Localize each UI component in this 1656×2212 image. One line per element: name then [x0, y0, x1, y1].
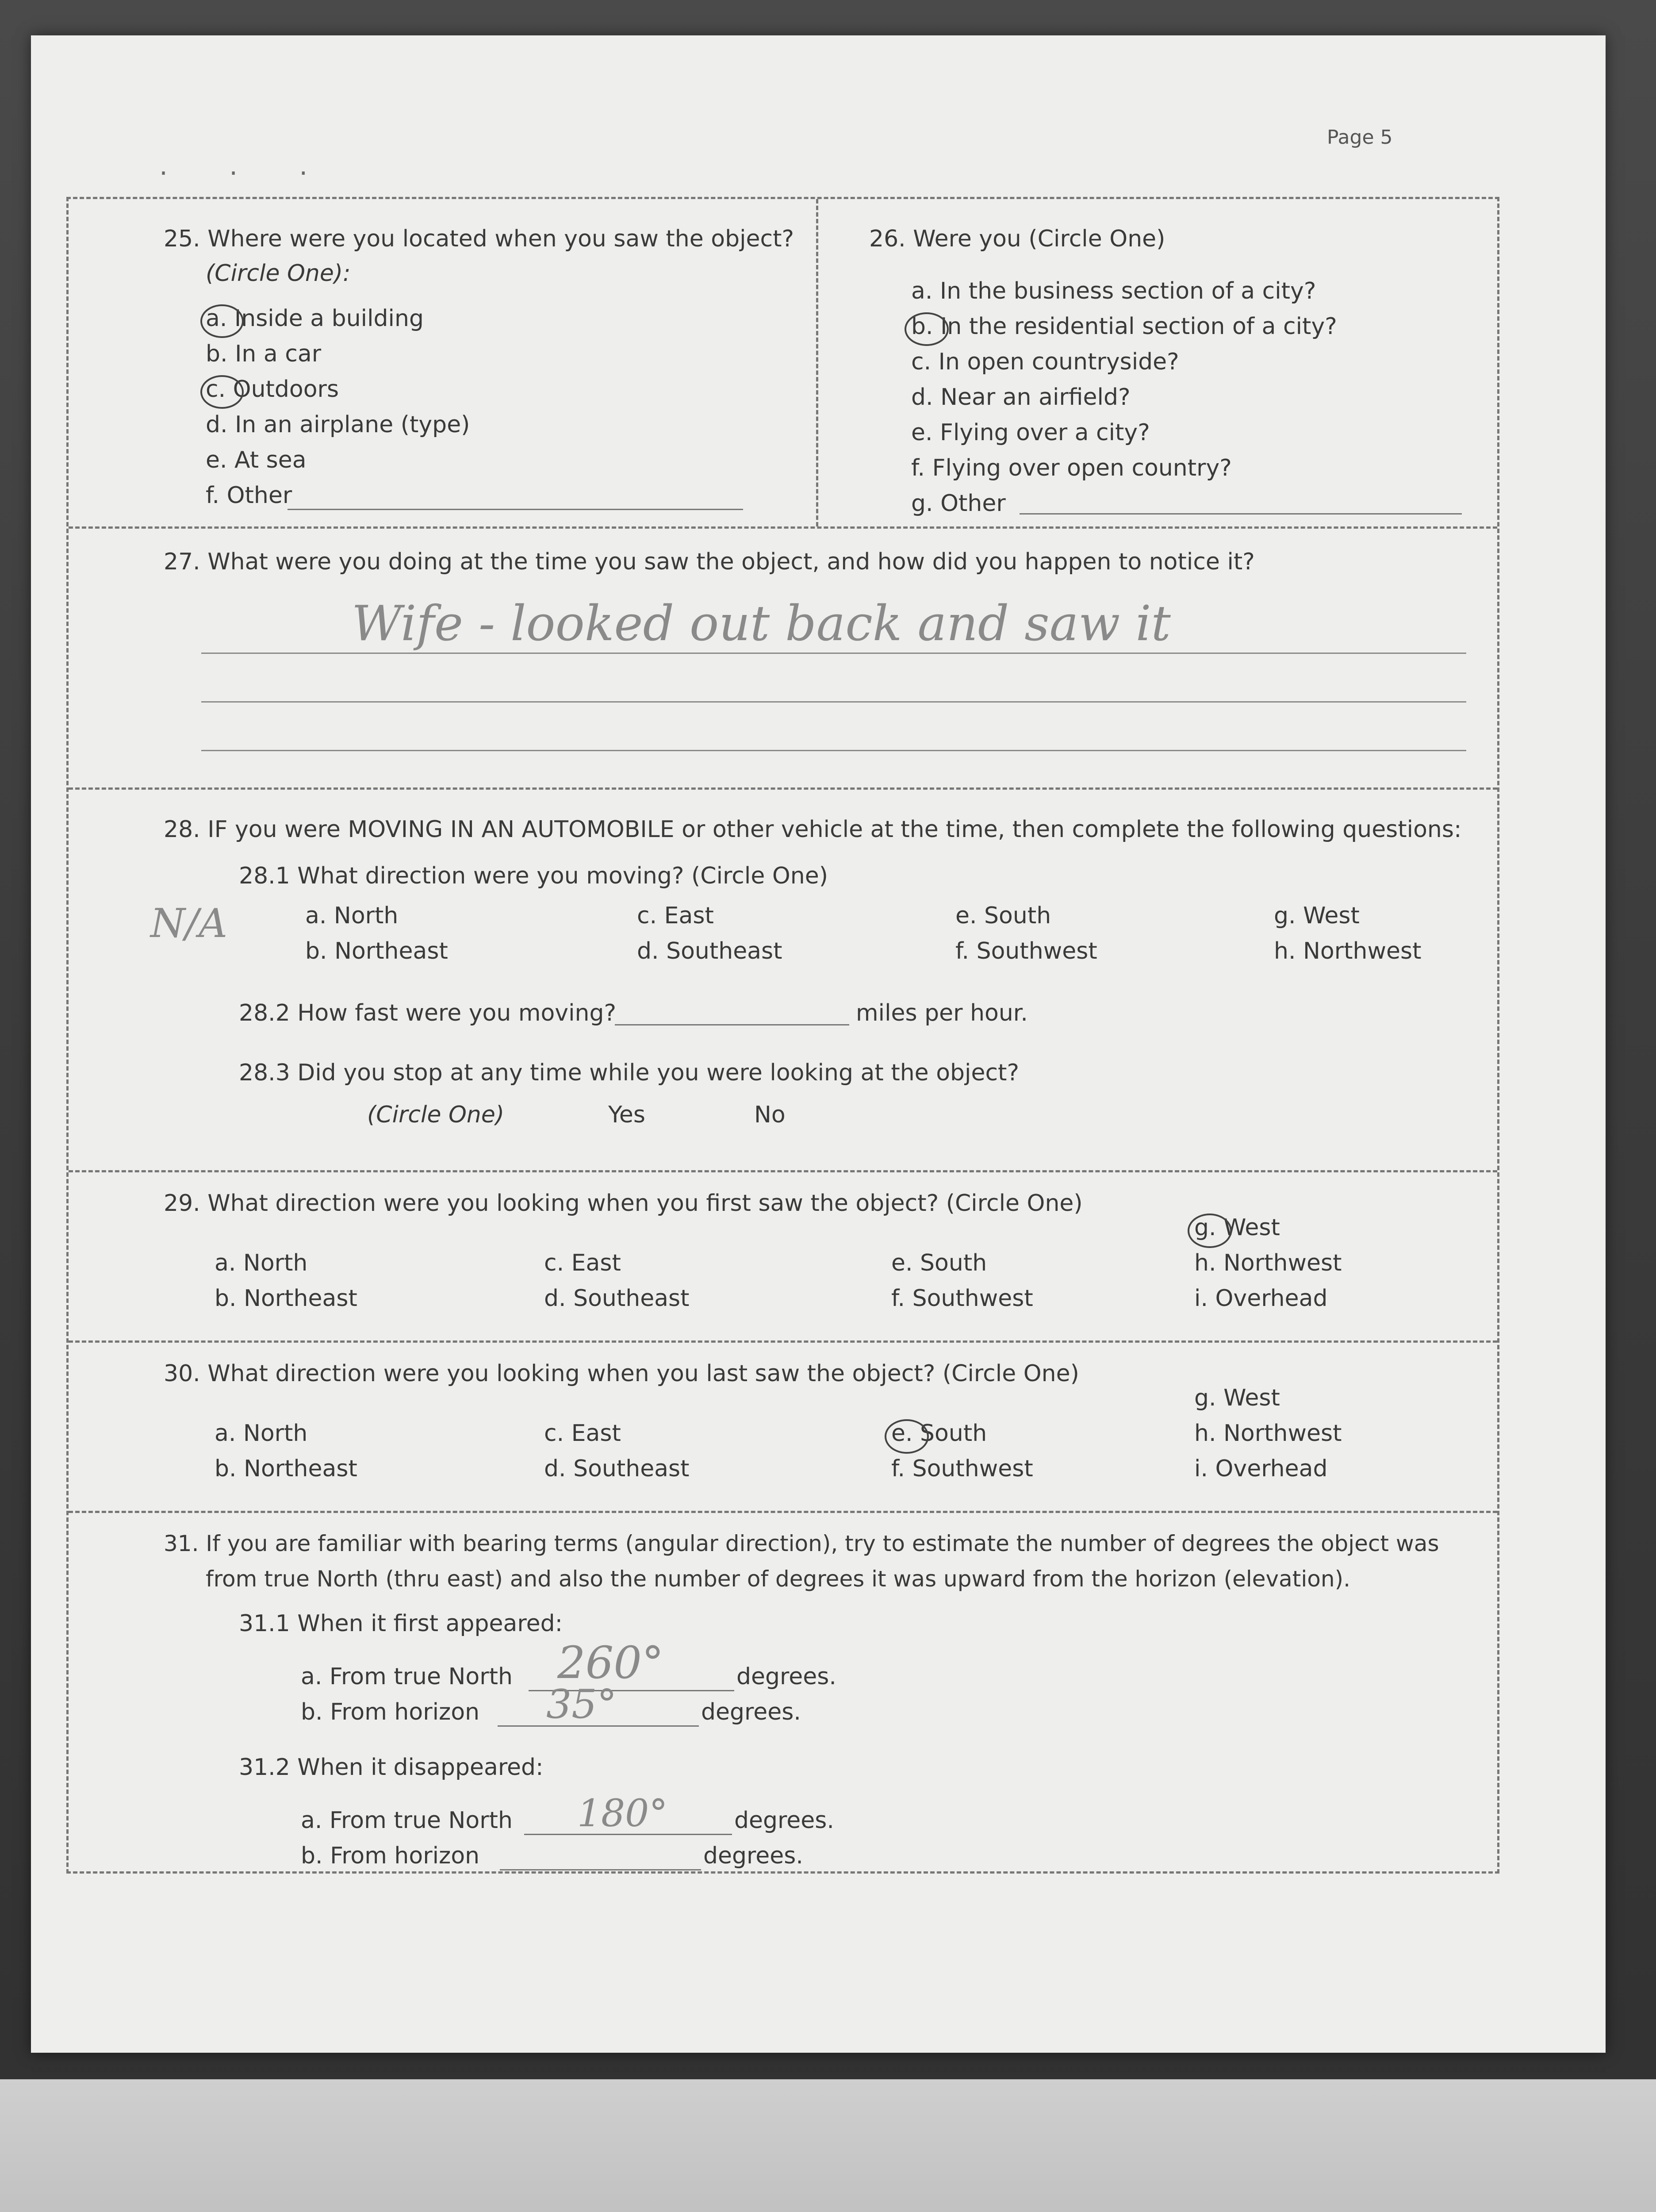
form-grid: [66, 197, 1499, 1874]
q31-1a-handwritten: 260°: [557, 1637, 664, 1689]
q30-option-g[interactable]: g. West: [1194, 1385, 1280, 1411]
section-29: [69, 1172, 1497, 1343]
q28-2-question: 28.2 How fast were you moving?: [239, 1000, 617, 1026]
q25-option-e[interactable]: e. At sea: [206, 447, 307, 473]
q26-option-f[interactable]: f. Flying over open country?: [911, 455, 1232, 481]
section-31: [69, 1513, 1497, 1876]
q31-1b-handwritten: 35°: [546, 1681, 617, 1728]
q28-dir-a[interactable]: a. North: [305, 902, 399, 929]
q28-3-no[interactable]: No: [754, 1102, 786, 1128]
q29-option-b[interactable]: b. Northeast: [215, 1285, 357, 1312]
section-30: [69, 1343, 1497, 1513]
q31-2b-unit: degrees.: [703, 1843, 803, 1869]
q30-option-b[interactable]: b. Northeast: [215, 1455, 357, 1482]
q25-instruction: (Circle One):: [206, 260, 351, 287]
q29-option-a[interactable]: a. North: [215, 1250, 308, 1276]
q28-3-instruction: (Circle One): [367, 1102, 505, 1128]
q31-2b-label: b. From horizon: [301, 1843, 480, 1869]
q27-line-3[interactable]: [201, 750, 1466, 751]
q31-line-1: 31. If you are familiar with bearing terms (angular direction), try to estimate the number of degrees the object was: [164, 1531, 1439, 1556]
q28-dir-c[interactable]: c. East: [637, 902, 714, 929]
q29-option-i[interactable]: i. Overhead: [1194, 1285, 1328, 1312]
q27-handwritten-answer: Wife - looked out back and saw it: [352, 595, 1171, 652]
answer-circle-q26-b: [905, 312, 949, 346]
q30-option-e[interactable]: e. South: [891, 1420, 987, 1447]
specks: . . .: [159, 150, 334, 181]
answer-circle-q25-c: [200, 375, 244, 409]
section-28: [69, 790, 1497, 1172]
q31-2a-unit: degrees.: [734, 1807, 834, 1834]
q28-2-unit: miles per hour.: [856, 1000, 1028, 1026]
q28-3-question: 28.3 Did you stop at any time while you were looking at the object?: [239, 1060, 1020, 1086]
q27-line-2[interactable]: [201, 701, 1466, 703]
section-25-26: [69, 199, 1497, 529]
q26-other-blank[interactable]: [1020, 513, 1462, 515]
q29-option-h[interactable]: h. Northwest: [1194, 1250, 1342, 1276]
q31-1b-unit: degrees.: [701, 1699, 801, 1725]
q30-option-f[interactable]: f. Southwest: [891, 1455, 1033, 1482]
q30-question: 30. What direction were you looking when you last saw the object? (Circle One): [164, 1360, 1079, 1387]
answer-circle-q30-e: [885, 1419, 929, 1454]
q26-option-a[interactable]: a. In the business section of a city?: [911, 278, 1316, 304]
q30-option-h[interactable]: h. Northwest: [1194, 1420, 1342, 1447]
scan-lower-area: [0, 2079, 1656, 2212]
q31-2-heading: 31.2 When it disappeared:: [239, 1754, 544, 1781]
q25-other-blank[interactable]: [288, 509, 743, 510]
q28-na-note: N/A: [150, 900, 228, 947]
q30-option-i[interactable]: i. Overhead: [1194, 1455, 1328, 1482]
form-page: [31, 35, 1606, 2053]
q28-dir-b[interactable]: b. Northeast: [305, 938, 448, 964]
q31-1b-label: b. From horizon: [301, 1699, 480, 1725]
q29-option-c[interactable]: c. East: [544, 1250, 621, 1276]
q28-3-yes[interactable]: Yes: [608, 1102, 645, 1128]
q28-dir-d[interactable]: d. Southeast: [637, 938, 782, 964]
q25-option-c[interactable]: c. Outdoors: [206, 376, 339, 403]
q29-option-d[interactable]: d. Southeast: [544, 1285, 690, 1312]
q27-line-1[interactable]: [201, 653, 1466, 654]
q28-dir-f[interactable]: f. Southwest: [955, 938, 1097, 964]
q29-option-f[interactable]: f. Southwest: [891, 1285, 1033, 1312]
q31-2a-handwritten: 180°: [577, 1792, 668, 1836]
q31-1a-unit: degrees.: [736, 1663, 836, 1690]
q26-option-c[interactable]: c. In open countryside?: [911, 349, 1179, 375]
q26-question: 26. Were you (Circle One): [869, 226, 1165, 252]
q26-option-b[interactable]: b. In the residential section of a city?: [911, 313, 1337, 340]
answer-circle-q25-a: [200, 304, 244, 338]
q27-question: 27. What were you doing at the time you saw the object, and how did you happen to notice it?: [164, 549, 1255, 575]
q25-option-d[interactable]: d. In an airplane (type): [206, 411, 470, 438]
q28-dir-e[interactable]: e. South: [955, 902, 1051, 929]
q30-option-d[interactable]: d. Southeast: [544, 1455, 690, 1482]
q31-line-2: from true North (thru east) and also the number of degrees it was upward from the horizon (elevation).: [206, 1566, 1350, 1592]
q30-option-a[interactable]: a. North: [215, 1420, 308, 1447]
q26-option-g[interactable]: g. Other: [911, 490, 1006, 517]
q31-1a-label: a. From true North: [301, 1663, 513, 1690]
q26-option-e[interactable]: e. Flying over a city?: [911, 419, 1150, 446]
q25-option-b[interactable]: b. In a car: [206, 341, 322, 367]
q28-question: 28. IF you were MOVING IN AN AUTOMOBILE or other vehicle at the time, then complete the following questions:: [164, 816, 1462, 843]
q29-question: 29. What direction were you looking when you first saw the object? (Circle One): [164, 1190, 1083, 1217]
q29-option-e[interactable]: e. South: [891, 1250, 987, 1276]
q31-2a-label: a. From true North: [301, 1807, 513, 1834]
q25-option-a[interactable]: a. Inside a building: [206, 305, 424, 332]
q30-option-c[interactable]: c. East: [544, 1420, 621, 1447]
q28-2-speed-blank[interactable]: [615, 1024, 849, 1025]
answer-circle-q29-g: [1188, 1214, 1232, 1248]
q31-1-heading: 31.1 When it first appeared:: [239, 1610, 563, 1637]
q31-2b-blank[interactable]: [500, 1869, 701, 1870]
q26-option-d[interactable]: d. Near an airfield?: [911, 384, 1131, 411]
q28-1-question: 28.1 What direction were you moving? (Circle One): [239, 863, 828, 889]
q28-dir-h[interactable]: h. Northwest: [1274, 938, 1422, 964]
page-number: Page 5: [1327, 126, 1393, 149]
q28-dir-g[interactable]: g. West: [1274, 902, 1360, 929]
q25-question: 25. Where were you located when you saw the object?: [164, 226, 794, 252]
q25-option-f[interactable]: f. Other: [206, 482, 292, 509]
section-27: [69, 529, 1497, 790]
q29-option-g[interactable]: g. West: [1194, 1214, 1280, 1241]
